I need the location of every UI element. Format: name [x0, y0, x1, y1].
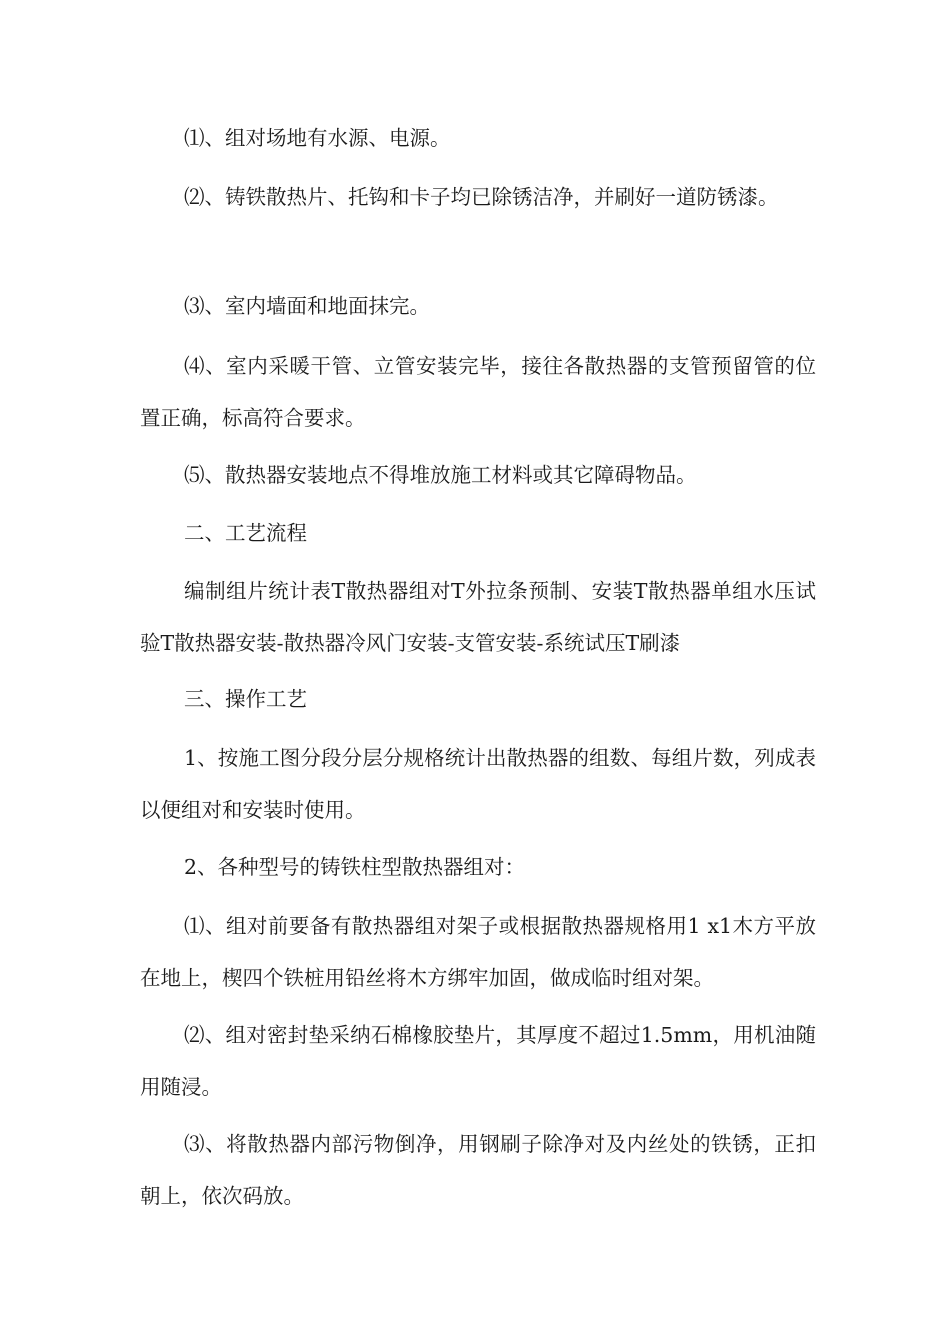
paragraph-operation-2: 2、各种型号的铸铁柱型散热器组对： — [184, 855, 526, 879]
paragraph-prep-derust: ⑵、铸铁散热片、托钩和卡子均已除锈洁净，并刷好一道防锈漆。 — [184, 185, 779, 209]
section-heading-process-flow: 二、工艺流程 — [184, 521, 307, 545]
paragraph-clean-radiator: ⑶、将散热器内部污物倒净，用钢刷子除净对及内丝处的铁锈，正扣朝上，依次码放。 — [140, 1132, 816, 1208]
paragraph-process-flow: 编制组片统计表T散热器组对T外拉条预制、安装T散热器单组水压试验T散热器安装-散热器冷风门安装-支管安装-系统试压T刷漆 — [140, 579, 816, 655]
paragraph-prep-site-clear: ⑸、散热器安装地点不得堆放施工材料或其它障碍物品。 — [184, 463, 697, 487]
paragraph-gasket: ⑵、组对密封垫采纳石棉橡胶垫片，其厚度不超过1.5mm，用机油随用随浸。 — [140, 1023, 816, 1099]
paragraph-prep-walls-floors: ⑶、室内墙面和地面抹完。 — [184, 294, 430, 318]
section-heading-operation: 三、操作工艺 — [184, 687, 307, 711]
paragraph-operation-1: 1、按施工图分段分层分规格统计出散热器的组数、每组片数，列成表以便组对和安装时使用。 — [140, 746, 816, 822]
paragraph-prep-pipes: ⑷、室内采暖干管、立管安装完毕，接往各散热器的支管预留管的位置正确，标高符合要求。 — [140, 354, 816, 430]
paragraph-prep-water-power: ⑴、组对场地有水源、电源。 — [184, 126, 451, 150]
paragraph-assembly-frame: ⑴、组对前要备有散热器组对架子或根据散热器规格用1 x1木方平放在地上，楔四个铁桩用铅丝将木方绑牢加固，做成临时组对架。 — [140, 914, 816, 990]
